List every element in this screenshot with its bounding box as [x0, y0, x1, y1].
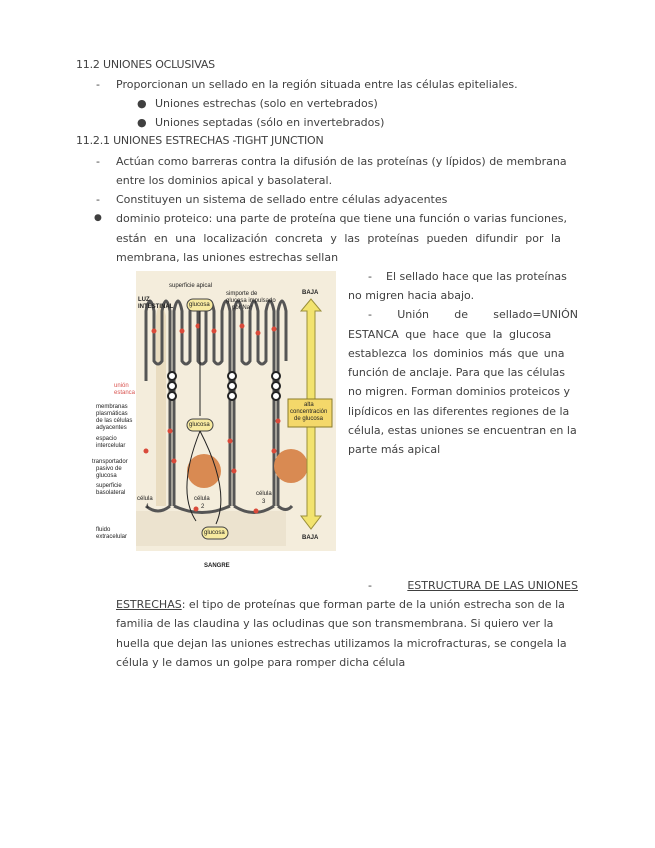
text-line: están en una localización concreta y las proteínas pueden difundir por la — [116, 232, 561, 245]
label-simporte-3: por Na⁺ — [232, 305, 254, 311]
label-estanca: estanca — [114, 390, 136, 396]
struct-title — [386, 576, 578, 595]
struct-title-text-2: ESTRECHAS — [116, 598, 182, 611]
label-num-1: 1 — [146, 504, 150, 510]
label-glucosa-mid: glucosa — [189, 422, 210, 428]
struct-line-3: huella que dejan las uniones estrechas utilizamos la microfracturas, se congela la — [116, 637, 567, 650]
struct-line-2: familia de las claudina y las ocludinas que son transmembrana. Si quiero ver la — [116, 617, 554, 630]
label-baja-bottom: BAJA — [302, 535, 319, 541]
label-pasivo: pasivo de — [96, 466, 122, 472]
label-plasmaticas: plasmáticas — [96, 411, 128, 417]
label-superficie-apical: superficie apical — [169, 283, 213, 289]
label-fluido: fluido — [96, 527, 111, 533]
list-item: Constituyen un sistema de sellado entre células adyacentes — [116, 193, 448, 206]
label-de-las-celulas: de las células — [96, 418, 133, 424]
label-union: unión — [114, 383, 129, 389]
label-baja-top: BAJA — [302, 290, 319, 296]
label-transportador: transportador — [92, 459, 128, 465]
sub-list-item: Uniones septadas (sólo en invertebrados) — [155, 116, 385, 129]
label-intestinal: INTESTINAL — [138, 304, 174, 310]
text-line — [348, 305, 578, 324]
label-luz: LUZ — [138, 297, 150, 303]
section-heading-11-2-1: 11.2.1 UNIONES ESTRECHAS -TIGHT JUNCTION — [76, 134, 324, 147]
bullet-marker: ● — [137, 97, 147, 110]
label-intercelular: intercelular — [96, 443, 126, 449]
label-celula-2: célula — [194, 496, 210, 502]
label-superficie: superficie — [96, 483, 122, 489]
list-item-continuation: membrana, las uniones estrechas sellan — [116, 251, 339, 264]
label-concentracion: concentración — [290, 409, 328, 415]
dash-marker: - — [368, 579, 372, 592]
list-item: dominio proteico: una parte de proteína que tiene una función o varias funciones, — [116, 212, 567, 225]
word: de — [454, 308, 469, 321]
label-sangre: SANGRE — [204, 563, 230, 569]
dash-marker: - — [96, 193, 100, 206]
text-line: no migren hacia abajo. — [348, 289, 475, 302]
struct-title-text: ESTRUCTURA DE LAS UNIONES — [407, 579, 578, 592]
dash-marker: - — [368, 308, 372, 321]
label-celula-3: célula — [256, 491, 272, 497]
label-basolateral: basolateral — [96, 490, 126, 496]
label-de-glucosa: de glucosa — [294, 416, 324, 422]
bullet-marker: ● — [137, 116, 147, 129]
sub-list-item: Uniones estrechas (solo en vertebrados) — [155, 97, 378, 110]
list-item-continuation: entre los dominios apical y basolateral. — [116, 174, 333, 187]
word: sellado=UNIÓN — [493, 308, 578, 321]
list-item: Actúan como barreras contra la difusión de las proteínas (y lípidos) de membrana — [116, 155, 567, 168]
bullet-marker: ● — [94, 213, 102, 223]
label-num-2: 2 — [201, 504, 205, 510]
text-line: función de anclaje. Para que las células — [348, 366, 565, 379]
text-line: lipídicos en las diferentes regiones de la — [348, 405, 570, 418]
label-espacio: espacio — [96, 436, 117, 442]
list-item: Proporcionan un sellado en la región situada entre las células epiteliales. — [116, 78, 518, 91]
text-line: establezca los dominios más que una — [348, 347, 565, 360]
label-extracelular: extracelular — [96, 534, 128, 540]
label-glucosa-bottom: glucosa — [204, 530, 225, 536]
text-line — [116, 595, 578, 614]
text-line: ESTANCA que hace que la glucosa — [348, 328, 552, 341]
section-heading-11-2: 11.2 UNIONES OCLUSIVAS — [76, 58, 215, 71]
struct-line-4: célula y le damos un golpe para romper dicha célula — [116, 656, 406, 669]
text-line: El sellado hace que las proteínas — [386, 270, 567, 283]
text-line: parte más apical — [348, 443, 441, 456]
label-alta: alta — [304, 402, 314, 408]
dash-marker: - — [96, 78, 100, 91]
tight-junction-figure — [92, 271, 336, 571]
text-line: célula, estas uniones se encuentran en la — [348, 424, 577, 437]
label-num-3: 3 — [262, 499, 266, 505]
struct-line-1: : el tipo de proteínas que forman parte de la unión estrecha son de la — [181, 598, 565, 611]
label-adyacentes: adyacentes — [96, 425, 127, 431]
label-membranas: membranas — [96, 404, 128, 410]
dash-marker: - — [96, 155, 100, 168]
label-simporte-2: glucosa impulsado — [226, 298, 276, 304]
list-item-continuation — [116, 229, 578, 248]
label-celula-1: célula — [137, 496, 153, 502]
label-glucosa-pasivo: glucosa — [96, 473, 117, 479]
word: Unión — [397, 308, 430, 321]
text-line: no migren. Forman dominios proteicos y — [348, 385, 570, 398]
label-glucosa-top: glucosa — [189, 302, 210, 308]
label-simporte: simporte de — [226, 291, 258, 297]
dash-marker: - — [368, 270, 372, 283]
